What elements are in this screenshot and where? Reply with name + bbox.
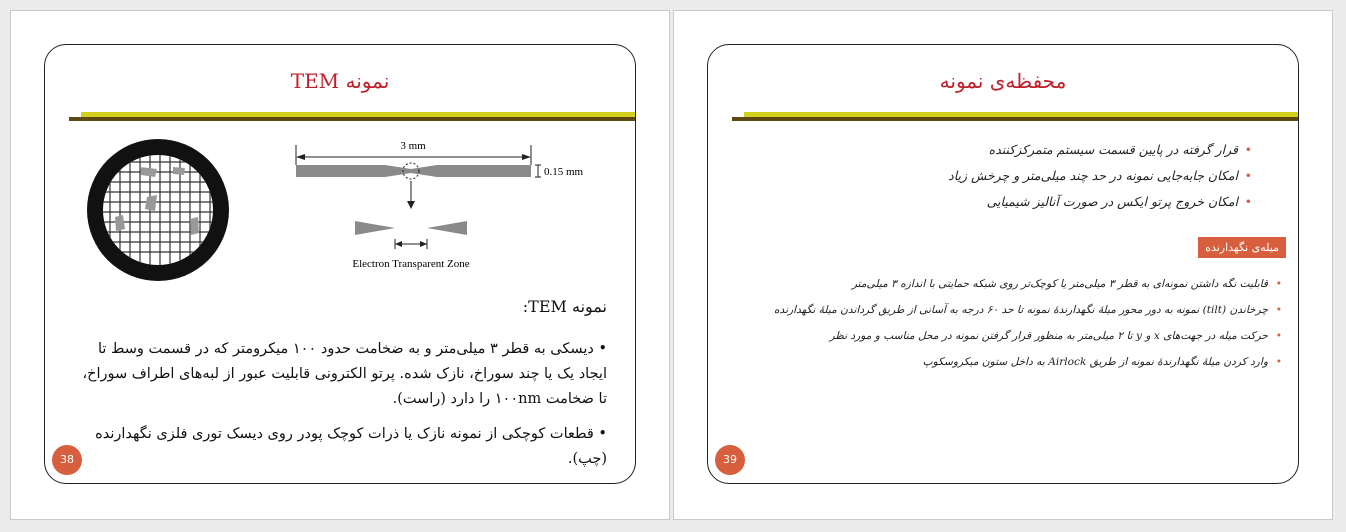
list-item: • وارد کردن میلهٔ نگهدارندهٔ نمونه از طریق Airlock به داخل ستون میکروسکوپ	[712, 349, 1282, 375]
title-underline-dark	[732, 117, 1298, 121]
chamber-bullet-list	[812, 137, 1252, 215]
list-item: • قرار گرفته در پایین قسمت سیستم متمرکزکننده	[812, 137, 1252, 163]
list-item: • قابلیت نگه داشتن نمونه‌ای به قطر ۳ میلی‌متر یا کوچک‌تر روی شبکه حمایتی با اندازه ۳ میلی‌متر	[712, 271, 1282, 297]
slide-title: نمونه TEM	[290, 69, 390, 93]
slide-page-38	[10, 10, 670, 520]
holder-bullet-list	[712, 271, 1282, 375]
title-underline-dark	[69, 117, 635, 121]
tem-grid-figure	[85, 137, 231, 287]
page-number-badge: 38	[52, 445, 82, 475]
list-item: • چرخاندن (tilt) نمونه به دور محور میلهٔ نگهدارندهٔ نمونه تا حد ۶۰ درجه به آسانی از طریق گرداندن میلهٔ نگهدارنده	[712, 297, 1282, 323]
disk-description-paragraph: • دیسکی به قطر ۳ میلی‌متر و به ضخامت حدود ۱۰۰ میکرومتر که در قسمت وسط تا ایجاد یک یا چند سوراخ، نازک شده. پرتو الکترونی قابلیت عبور از لبه‌های اطراف سوراخ، تا ضخامت ۱۰۰nm را دارد (راست).	[82, 341, 607, 407]
tem-grid-icon	[85, 137, 231, 283]
width-label: 3 mm	[400, 140, 426, 152]
disk-diagram-svg	[285, 135, 595, 275]
list-item: • امکان جابه‌جایی نمونه در حد چند میلی‌متر و چرخش زیاد	[812, 163, 1252, 189]
list-item: • امکان خروج پرتو ایکس در صورت آنالیز شیمیایی	[812, 189, 1252, 215]
zone-label: Electron Transparent Zone	[352, 258, 470, 270]
page-number-badge: 39	[715, 445, 745, 475]
holder-section-tag: میله‌ی نگهدارنده	[1198, 237, 1286, 258]
slide-frame	[707, 44, 1299, 484]
grid-description-paragraph: • قطعات کوچکی از نمونه نازک یا ذرات کوچک پودر روی دیسک توری فلزی نگهدارنده (چپ).	[95, 426, 607, 467]
thickness-label: 0.15 mm	[544, 166, 584, 178]
tem-sample-heading: نمونه TEM:	[522, 297, 607, 316]
list-item: • حرکت میله در جهت‌های x و y تا ۲ میلی‌متر به منظور قرار گرفتن نمونه در محل مناسب و مورد نظر	[712, 323, 1282, 349]
slide-title: محفظه‌ی نمونه	[939, 69, 1067, 93]
slide-frame	[44, 44, 636, 484]
disk-cross-section-diagram	[285, 135, 595, 279]
slide-page-39	[673, 10, 1333, 520]
